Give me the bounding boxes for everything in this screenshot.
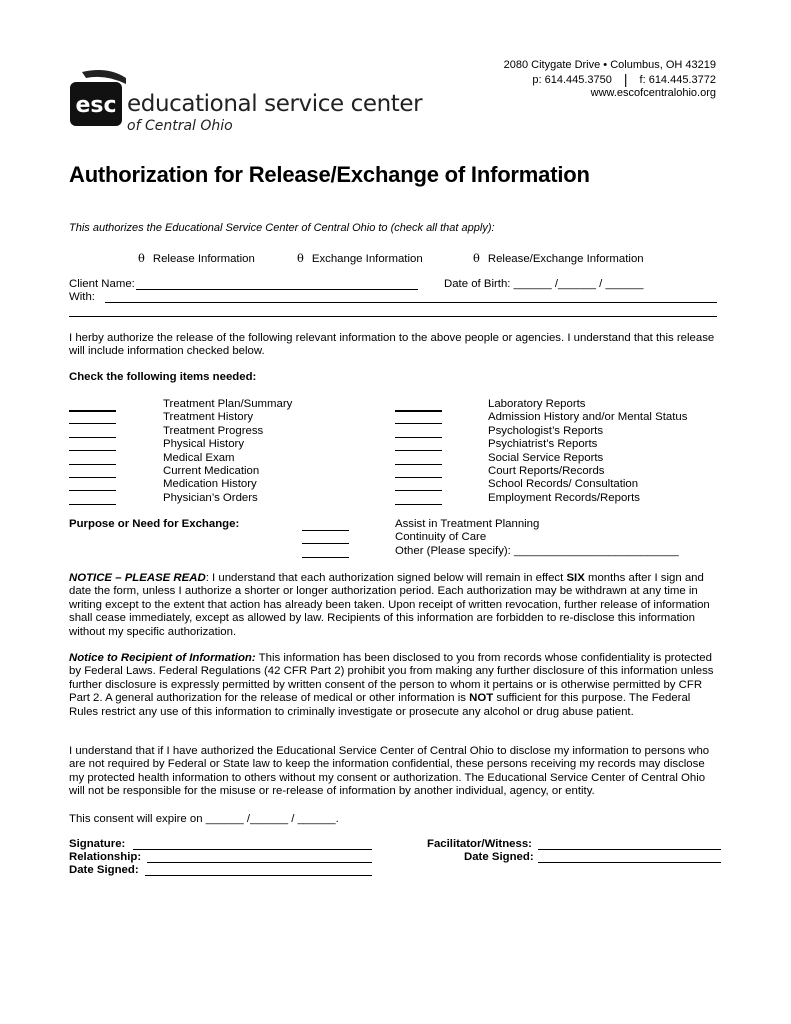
option-exchange[interactable]: θ Exchange Information bbox=[297, 251, 423, 265]
check-blank-items_left-7[interactable] bbox=[69, 504, 116, 505]
check-blank-items_right-2[interactable] bbox=[395, 437, 442, 438]
check-item-label: Court Reports/Records bbox=[488, 465, 605, 477]
client-name-field[interactable] bbox=[136, 277, 418, 290]
intro-text: This authorizes the Educational Service Center of Central Ohio to (check all that apply): bbox=[69, 222, 495, 234]
check-blank-items_right-6[interactable] bbox=[395, 490, 442, 491]
purpose-blank-0[interactable] bbox=[302, 530, 349, 531]
witness-date-signed-label: Date Signed: bbox=[464, 851, 534, 863]
check-item-label: Employment Records/Reports bbox=[488, 491, 640, 504]
check-item-label: Treatment Plan/Summary bbox=[163, 398, 293, 410]
address-line: 2080 Citygate Drive • Columbus, OH 43219 bbox=[503, 59, 716, 71]
consent-expiry-field[interactable]: This consent will expire on ______ /______ / ______. bbox=[69, 813, 339, 825]
date-signed-field[interactable] bbox=[145, 863, 372, 876]
recipient-notice-lead: Notice to Recipient of Information: bbox=[69, 652, 256, 664]
phone-fax-line: p: 614.445.3750 | f: 614.445.3772 bbox=[532, 70, 716, 87]
check-blank-items_left-0[interactable] bbox=[69, 410, 116, 412]
check-item-label: School Records/ Consultation bbox=[488, 478, 639, 491]
date-of-birth-field[interactable]: Date of Birth: ______ /______ / ______ bbox=[444, 278, 644, 290]
recipient-notice-paragraph: Notice to Recipient of Information: This information has been disclosed to you from records whose confidentiality is protected by Federal Laws. Federal Regulations (42 CFR Part 2) prohibit you from making any further disclosure of this information unless further disclosure is expressly permitted by written consent of the person to whom it pertains or is otherwise permitted by CFR Part 2. A general authorization for the release of medical or other information is NOT sufficient for this purpose. The Federal Rules restrict any use of this information to criminally investigate or prosecute any alcohol or drug abuse patient. bbox=[69, 652, 714, 718]
check-blank-items_left-4[interactable] bbox=[69, 464, 116, 465]
purpose-blank-2[interactable] bbox=[302, 557, 349, 558]
with-field-continuation[interactable] bbox=[69, 304, 717, 317]
esc-logo-mark-icon bbox=[68, 68, 128, 132]
relationship-label: Relationship: bbox=[69, 851, 142, 863]
check-item-label: Treatment Progress bbox=[163, 424, 264, 437]
check-item-label: Laboratory Reports bbox=[488, 398, 586, 410]
check-items-heading: Check the following items needed: bbox=[69, 371, 257, 383]
page-title: Authorization for Release/Exchange of Information bbox=[69, 162, 590, 187]
fax-number: f: 614.445.3772 bbox=[639, 73, 716, 86]
understand-paragraph: I understand that if I have authorized the Educational Service Center of Central Ohio to disclose my information to persons who are not required by Federal or State law to keep the information confidential, these persons receiving my records may disclose my protected health information to others without my consent or authorization. The Educational Service Center of Central Ohio will not be responsible for the misuse or re-release of information by another individual, agency, or entity. bbox=[69, 745, 710, 798]
check-blank-items_left-1[interactable] bbox=[69, 423, 116, 424]
with-field[interactable] bbox=[105, 290, 717, 303]
check-blank-items_left-6[interactable] bbox=[69, 490, 116, 491]
facilitator-witness-field[interactable] bbox=[538, 837, 721, 850]
logo-name: educational service center bbox=[127, 91, 423, 117]
check-blank-items_right-3[interactable] bbox=[395, 450, 442, 451]
option-release[interactable]: θ Release Information bbox=[138, 251, 255, 265]
witness-date-signed-field[interactable] bbox=[538, 850, 721, 863]
check-item-label: Social Service Reports bbox=[488, 451, 604, 464]
check-blank-items_right-1[interactable] bbox=[395, 423, 442, 424]
check-blank-items_left-2[interactable] bbox=[69, 437, 116, 438]
signature-field[interactable] bbox=[133, 837, 372, 850]
check-blank-items_left-3[interactable] bbox=[69, 450, 116, 451]
client-name-label: Client Name: bbox=[69, 278, 135, 290]
check-blank-items_right-7[interactable] bbox=[395, 504, 442, 505]
option-release-exchange[interactable]: θ Release/Exchange Information bbox=[473, 251, 644, 265]
option-bullet-icon: θ bbox=[138, 251, 145, 265]
contact-block bbox=[504, 59, 716, 101]
svg-text:esc: esc bbox=[75, 93, 117, 118]
check-blank-items_right-4[interactable] bbox=[395, 464, 442, 465]
logo-subtitle: of Central Ohio bbox=[127, 118, 233, 134]
check-item-label: Current Medication bbox=[163, 465, 260, 477]
phone-number: p: 614.445.3750 bbox=[532, 73, 612, 86]
relationship-field[interactable] bbox=[147, 850, 372, 863]
purpose-item-label: Continuity of Care bbox=[395, 531, 487, 544]
recipient-notice-not: NOT bbox=[469, 692, 494, 705]
signature-label: Signature: bbox=[69, 838, 126, 850]
notice-six: SIX bbox=[566, 572, 585, 584]
check-item-label: Psychologist’s Reports bbox=[488, 424, 604, 437]
check-blank-items_right-0[interactable] bbox=[395, 410, 442, 412]
purpose-item-label: Other (Please specify): __________________________ bbox=[395, 544, 679, 557]
check-item-label: Physician’s Orders bbox=[163, 491, 258, 504]
website-link[interactable]: www.escofcentralohio.org bbox=[590, 87, 716, 99]
check-item-label: Medical Exam bbox=[163, 451, 235, 464]
purpose-item-label: Assist in Treatment Planning bbox=[395, 518, 540, 530]
check-item-label: Physical History bbox=[163, 438, 245, 451]
check-blank-items_left-5[interactable] bbox=[69, 477, 116, 478]
date-signed-label: Date Signed: bbox=[69, 864, 139, 876]
option-bullet-icon: θ bbox=[473, 251, 480, 265]
with-label: With: bbox=[69, 291, 95, 303]
facilitator-witness-label: Facilitator/Witness: bbox=[427, 838, 532, 850]
option-bullet-icon: θ bbox=[297, 251, 304, 265]
notice-paragraph: NOTICE – PLEASE READ: I understand that each authorization signed below will remain in effect SIX months after I sign and date the form, unless I authorize a shorter or longer authorization period. Each authorization may be withdrawn at any time in writing except to the extent that action has already been taken. Upon receipt of written revocation, further release of information shall cease immediately, except as allowed by law. Recipients of this information are forbidden to re-disclose this information without my specific authorization. bbox=[69, 572, 710, 638]
check-item-label: Psychiatrist’s Reports bbox=[488, 438, 598, 451]
authorize-text: I herby authorize the release of the following relevant information to the above people or agencies. I understand that this release will include information checked below. bbox=[69, 332, 715, 358]
check-item-label: Medication History bbox=[163, 478, 257, 491]
notice-lead: NOTICE – PLEASE READ bbox=[69, 572, 206, 584]
check-item-label: Treatment History bbox=[163, 411, 254, 424]
purpose-label: Purpose or Need for Exchange: bbox=[69, 518, 240, 530]
purpose-blank-1[interactable] bbox=[302, 543, 349, 544]
check-blank-items_right-5[interactable] bbox=[395, 477, 442, 478]
check-item-label: Admission History and/or Mental Status bbox=[488, 411, 688, 424]
